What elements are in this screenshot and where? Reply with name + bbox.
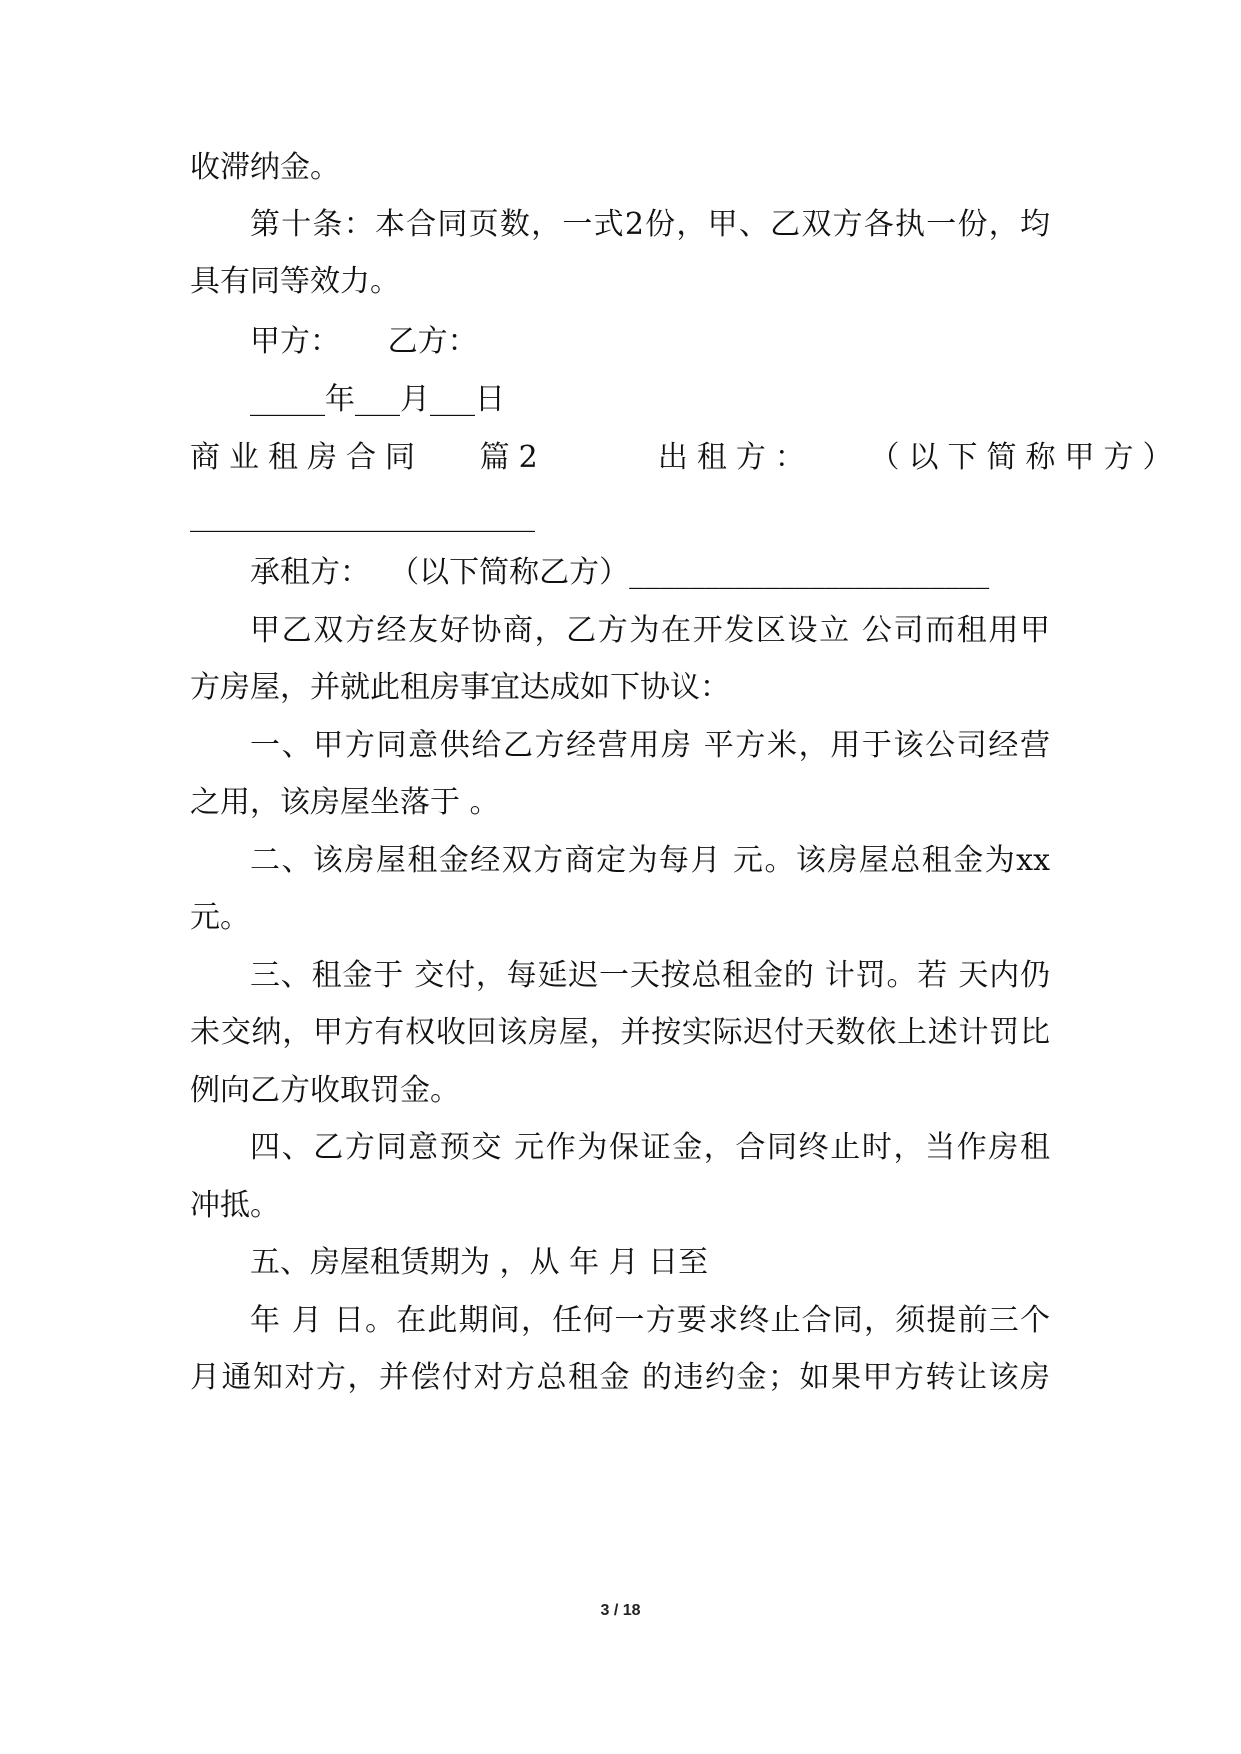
text-line: 具有同等效力。 <box>190 264 400 299</box>
section-heading: 商业租房合同 篇2 出租方： （以下简称甲方） <box>190 440 1182 475</box>
text-line: 甲方： 乙方： <box>250 324 478 359</box>
text-line: 五、房屋租赁期为 ，从 年 月 日至 <box>250 1245 709 1280</box>
date-line: _____年___月___日 <box>250 382 505 417</box>
text-line: 一、甲方同意供给乙方经营用房 平方米，用于该公司经营 <box>250 728 1050 763</box>
signature-blank: _______________________ <box>190 498 535 533</box>
text-line: 二、该房屋租金经双方商定为每月 元。该房屋总租金为xx <box>250 843 1050 878</box>
text-line: 甲乙双方经友好协商，乙方为在开发区设立 公司而租用甲 <box>250 613 1050 648</box>
text-line: 未交纳，甲方有权收回该房屋，并按实际迟付天数依上述计罚比 <box>190 1015 1050 1050</box>
text-line: 月通知对方，并偿付对方总租金 的违约金；如果甲方转让该房 <box>190 1360 1050 1395</box>
text-line: 之用，该房屋坐落于 。 <box>190 785 500 820</box>
page-number: 3 / 18 <box>600 1602 641 1619</box>
text-line: 年 月 日。在此期间，任何一方要求终止合同，须提前三个 <box>250 1303 1050 1338</box>
text-line: 收滞纳金。 <box>190 150 340 185</box>
text-line: 冲抵。 <box>190 1188 280 1223</box>
text-line: 四、乙方同意预交 元作为保证金，合同终止时，当作房租 <box>250 1130 1050 1165</box>
text-line: 第十条：本合同页数，一式2份，甲、乙双方各执一份，均 <box>250 207 1050 242</box>
text-line: 例向乙方收取罚金。 <box>190 1073 460 1108</box>
text-line: 承租方： （以下简称乙方）________________________ <box>250 555 990 590</box>
text-line: 元。 <box>190 900 250 935</box>
text-line: 三、租金于 交付，每延迟一天按总租金的 计罚。若 天内仍 <box>250 958 1050 993</box>
text-line: 方房屋，并就此租房事宜达成如下协议： <box>190 670 730 705</box>
